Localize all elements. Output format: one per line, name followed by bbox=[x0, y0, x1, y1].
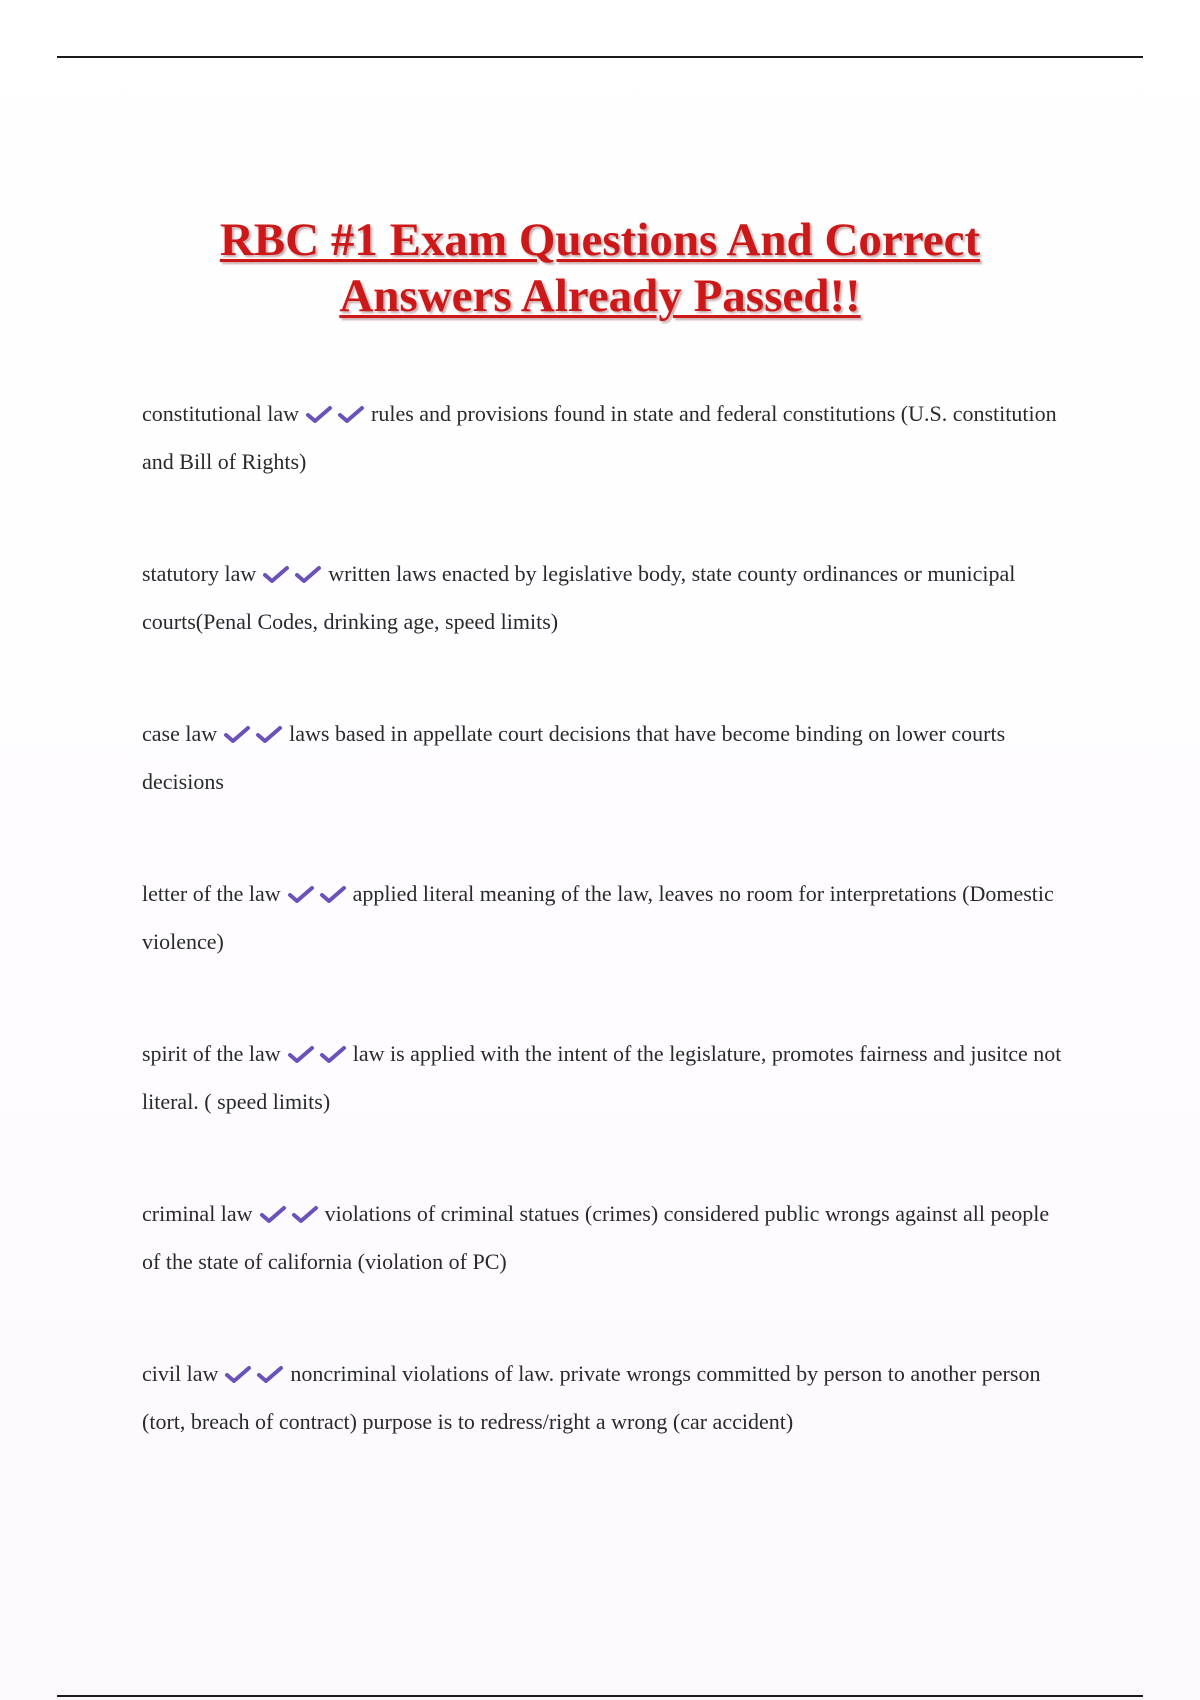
checkmarks bbox=[287, 876, 351, 920]
checkmark-icon bbox=[287, 885, 315, 905]
qa-term: case law bbox=[142, 721, 218, 746]
checkmark-icon bbox=[259, 1205, 287, 1225]
checkmark-icon bbox=[223, 725, 251, 745]
checkmark-icon bbox=[287, 1045, 315, 1065]
qa-term: constitutional law bbox=[142, 401, 300, 426]
checkmark-icon bbox=[291, 1205, 319, 1225]
checkmark-icon bbox=[305, 405, 333, 425]
checkmarks bbox=[223, 716, 287, 760]
checkmark-icon bbox=[319, 885, 347, 905]
checkmark-icon bbox=[224, 1365, 252, 1385]
checkmark-icon bbox=[256, 1365, 284, 1385]
qa-term: spirit of the law bbox=[142, 1041, 281, 1066]
checkmark-icon bbox=[294, 565, 322, 585]
checkmarks bbox=[259, 1196, 323, 1240]
checkmarks bbox=[262, 556, 326, 600]
checkmark-icon bbox=[255, 725, 283, 745]
qa-item bbox=[142, 712, 1072, 800]
checkmark-icon bbox=[262, 565, 290, 585]
checkmark-icon bbox=[337, 405, 365, 425]
qa-definition: noncriminal violations of law. private wrongs committed by person to another person (tort, breach of contract) purpose is to redress/right a wrong (car accident) bbox=[142, 1361, 1041, 1434]
qa-definition: laws based in appellate court decisions that have become binding on lower courts decisions bbox=[142, 721, 1006, 794]
checkmark-icon bbox=[319, 1045, 347, 1065]
qa-definition: written laws enacted by legislative body, state county ordinances or municipal courts(Penal Codes, drinking age, speed limits) bbox=[142, 561, 1016, 634]
qa-term: civil law bbox=[142, 1361, 219, 1386]
qa-item bbox=[142, 1352, 1072, 1440]
title-line-1: RBC #1 Exam Questions And Correct bbox=[219, 214, 981, 266]
qa-term: statutory law bbox=[142, 561, 257, 586]
qa-definition: rules and provisions found in state and federal constitutions (U.S. constitution and Bill of Rights) bbox=[142, 401, 1057, 474]
qa-item bbox=[142, 1032, 1072, 1120]
bottom-rule bbox=[57, 1695, 1143, 1697]
title-line-2: Answers Already Passed!! bbox=[339, 270, 861, 322]
qa-definition: violations of criminal statues (crimes) considered public wrongs against all people of the state of california (violation of PC) bbox=[142, 1201, 1050, 1274]
qa-term: letter of the law bbox=[142, 881, 281, 906]
qa-definition: applied literal meaning of the law, leaves no room for interpretations (Domestic violence) bbox=[142, 881, 1054, 954]
qa-item bbox=[142, 1192, 1072, 1280]
qa-item bbox=[142, 872, 1072, 960]
qa-item bbox=[142, 552, 1072, 640]
qa-item bbox=[142, 392, 1072, 480]
checkmarks bbox=[224, 1356, 288, 1400]
checkmarks bbox=[287, 1036, 351, 1080]
checkmarks bbox=[305, 396, 369, 440]
top-rule bbox=[57, 56, 1143, 58]
qa-list bbox=[142, 392, 1072, 1440]
page-title bbox=[0, 212, 1200, 324]
qa-term: criminal law bbox=[142, 1201, 253, 1226]
qa-definition: law is applied with the intent of the legislature, promotes fairness and jusitce not literal. ( speed limits) bbox=[142, 1041, 1062, 1114]
